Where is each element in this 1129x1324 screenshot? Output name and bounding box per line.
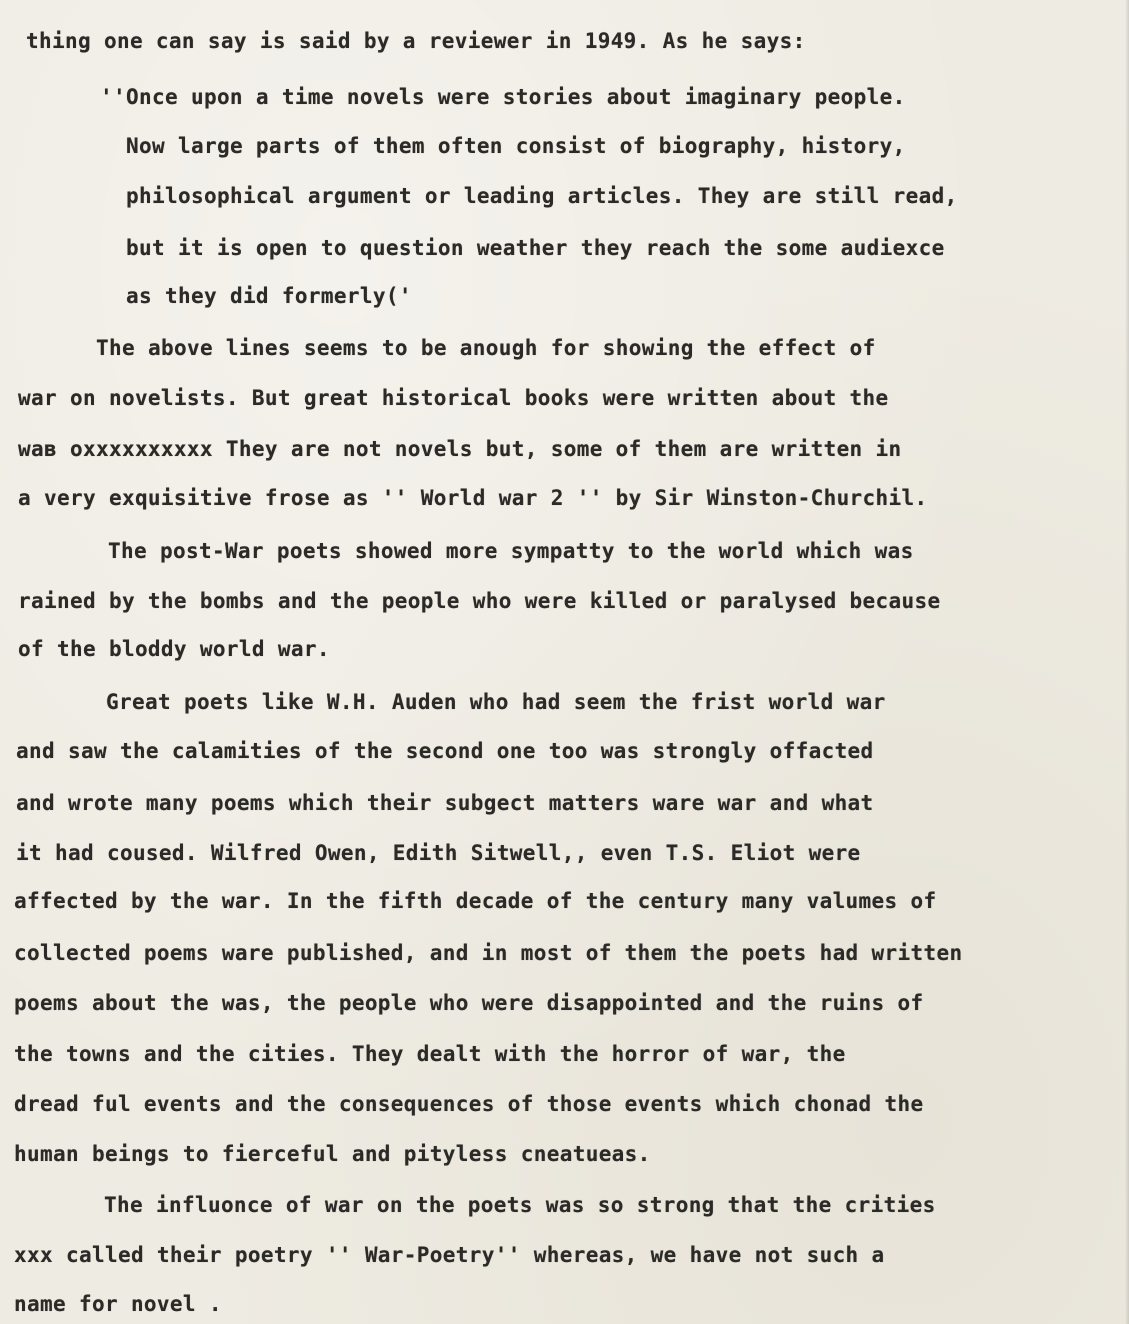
text-line: dread ful events and the consequences of those events which chonad the xyxy=(14,1092,924,1116)
text-line: as they did formerly(' xyxy=(126,284,412,308)
text-line: and wrote many poems which their subgect matters ware war and what xyxy=(16,791,874,815)
text-line: philosophical argument or leading articles. They are still read, xyxy=(126,184,958,208)
text-line: human beings to fierceful and pityless cneatueas. xyxy=(14,1142,651,1166)
text-line: The above lines seems to be anough for showing the effect of xyxy=(96,336,876,360)
text-line: and saw the calamities of the second one too was strongly offacted xyxy=(16,739,874,763)
text-line: but it is open to question weather they reach the some audiexce xyxy=(126,236,945,260)
text-line: war on novelists. But great historical books were written about the xyxy=(18,386,889,410)
text-line: collected poems ware published, and in most of them the poets had written xyxy=(14,941,963,965)
text-line: waв oxxxxxxxxxx They are not novels but, some of them are written in xyxy=(18,437,902,461)
text-line: thing one can say is said by a reviewer in 1949. As he says: xyxy=(26,29,806,53)
text-line: ''Once upon a time novels were stories about imaginary people. xyxy=(100,85,906,109)
text-line: The influonce of war on the poets was so strong that the crities xyxy=(104,1193,936,1217)
text-line: poems about the was, the people who were disappointed and the ruins of xyxy=(14,991,924,1015)
text-line: rained by the bombs and the people who were killed or paralysed because xyxy=(18,589,941,613)
text-line: name for novel . xyxy=(14,1292,222,1316)
text-line: The post-War poets showed more sympatty to the world which was xyxy=(108,539,914,563)
text-line: affected by the war. In the fifth decade of the century many valumes of xyxy=(14,889,937,913)
text-line: Great poets like W.H. Auden who had seem the frist world war xyxy=(106,690,886,714)
text-line: a very exquisitive frose as '' World war 2 '' by Sir Winston-Churchil. xyxy=(18,486,928,510)
text-line: xxx called their poetry '' War-Poetry'' whereas, we have not such a xyxy=(14,1243,885,1267)
text-line: of the bloddy world war. xyxy=(18,637,330,661)
text-line: Now large parts of them often consist of biography, history, xyxy=(126,134,906,158)
text-line: the towns and the cities. They dealt with the horror of war, the xyxy=(14,1042,846,1066)
text-line: it had coused. Wilfred Owen, Edith Sitwell,, even T.S. Eliot were xyxy=(16,841,861,865)
